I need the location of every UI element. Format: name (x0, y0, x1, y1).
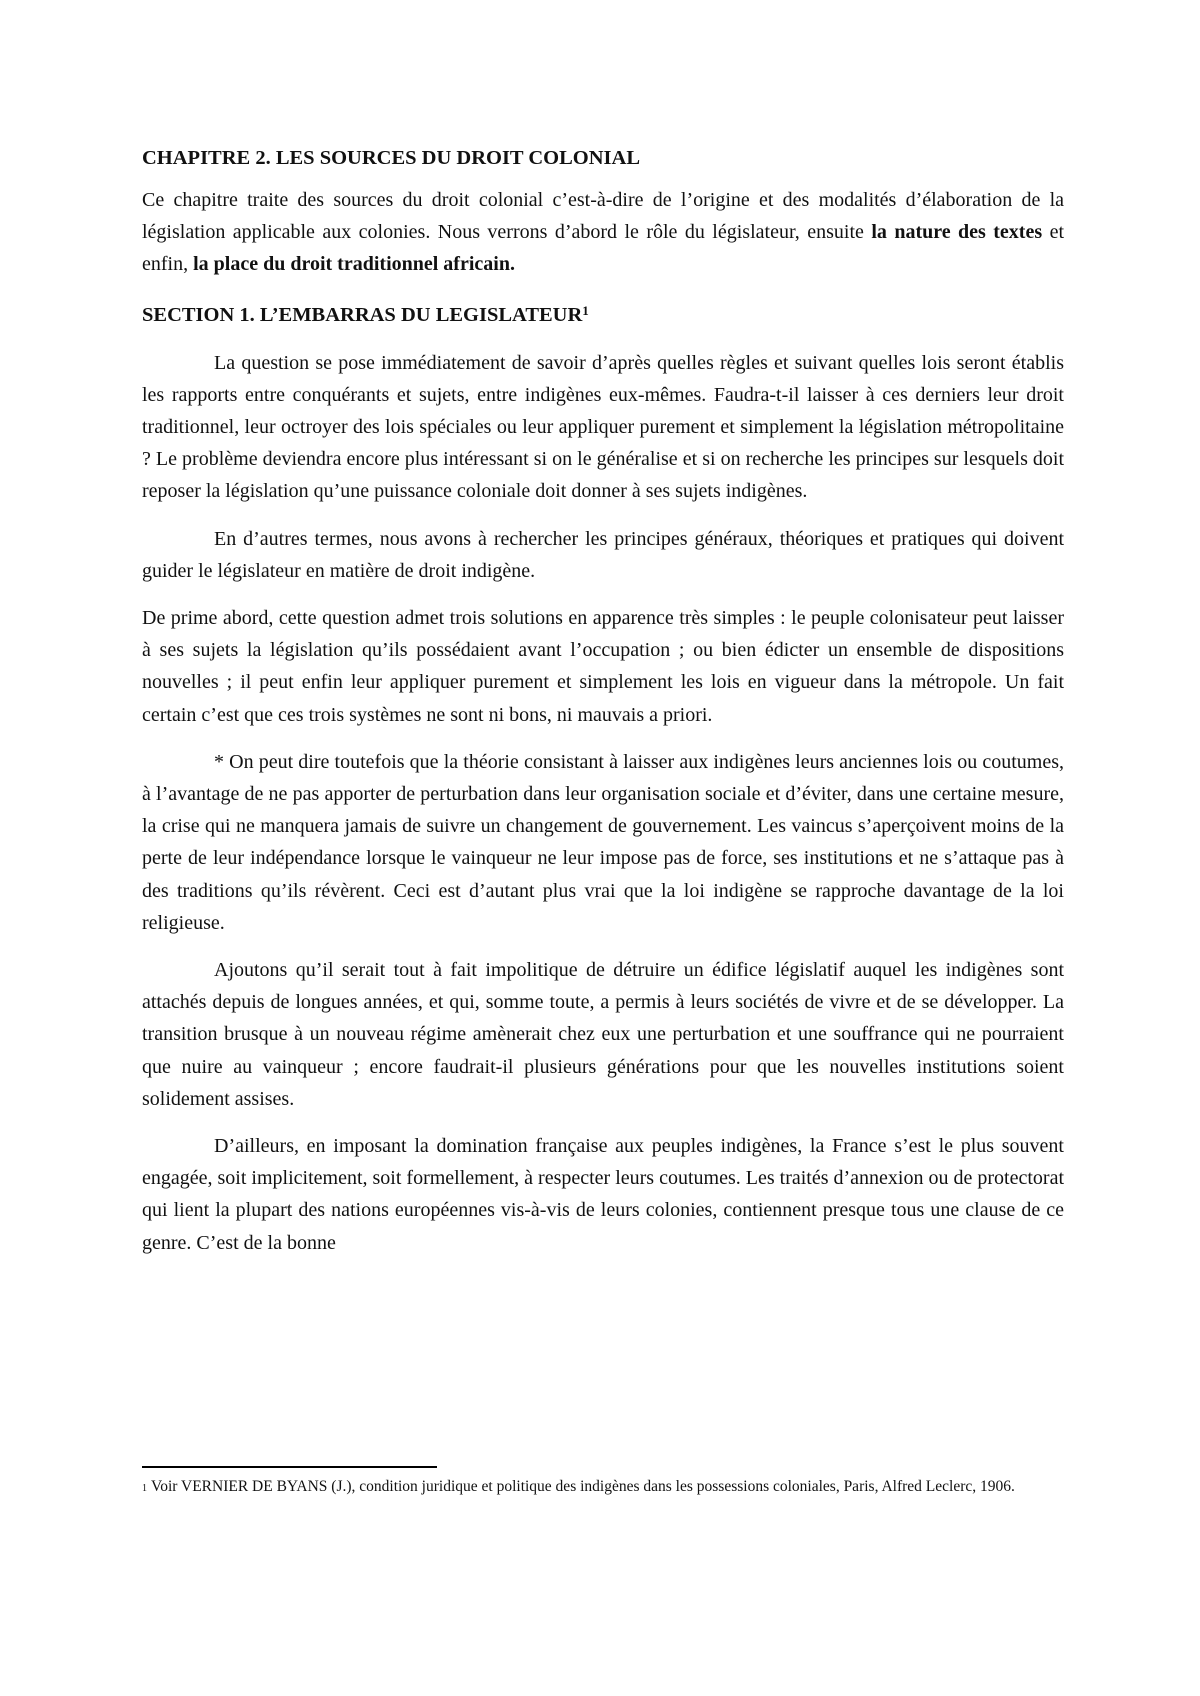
paragraph-4: * On peut dire toutefois que la théorie consistant à laisser aux indigènes leurs anciennes lois ou coutumes, à l’avantage de ne pas apporter de perturbation dans leur organisation sociale et d’éviter, dans une certaine mesure, la crise qui ne manquera jamais de suivre un changement de gouvernement. Les vaincus s’aperçoivent moins de la perte de leur indépendance lorsque le vainqueur ne leur impose pas de force, ses institutions et ne s’attaque pas à des traditions qu’ils révèrent. Ceci est d’autant plus vrai que la loi indigène se rapproche davantage de la loi religieuse. (142, 750, 1064, 934)
paragraph-5: Ajoutons qu’il serait tout à fait impolitique de détruire un édifice législatif auquel les indigènes sont attachés depuis de longues années, et qui, somme toute, a permis à leurs sociétés de vivre et de se développer. La transition brusque à un nouveau régime amènerait chez eux une perturbation et une souffrance qui ne pourraient que nuire au vainqueur ; encore faudrait-il plusieurs générations pour que les nouvelles institutions soient solidement assises. (142, 959, 1064, 1110)
paragraph-1: La question se pose immédiatement de savoir d’après quelles règles et suivant quelles lois seront établis les rapports entre conquérants et sujets, entre indigènes eux-mêmes. Faudra-t-il laisser à ces derniers leur droit traditionnel, leur octroyer des lois spéciales ou leur appliquer purement et simplement la législation métropolitaine ? Le problème deviendra encore plus intéressant si on le généralise et si on recherche les principes sur lesquels doit reposer la législation qu’une puissance coloniale doit donner à ses sujets indigènes. (142, 351, 1064, 503)
intro-paragraph (142, 184, 1064, 281)
paragraph-6: D’ailleurs, en imposant la domination française aux peuples indigènes, la France s’est le plus souvent engagée, soit implicitement, soit formellement, à respecter leurs coutumes. Les traités d’annexion ou de protectorat qui lient la plupart des nations européennes vis-à-vis de leurs colonies, contiennent presque tous une clause de ce genre. C’est de la bonne (142, 1135, 1064, 1254)
footnote-divider (142, 1466, 437, 1468)
section-title (142, 299, 1064, 331)
footnote-reference: 1 (582, 302, 589, 318)
intro-text-1: Ce chapitre traite des sources du droit colonial c’est-à-dire de l’origine et des modalités d’élaboration de la législation applicable aux colonies. Nous verrons d’abord le rôle du législateur, ensuite (142, 189, 1064, 244)
section-title-text: SECTION 1. L’EMBARRAS DU LEGISLATEUR (142, 303, 583, 326)
intro-bold-2: la place du droit traditionnel africain. (193, 253, 515, 276)
chapter-title: CHAPITRE 2. LES SOURCES DU DROIT COLONIAL (142, 147, 640, 169)
footnote-number: 1 (142, 1483, 147, 1494)
intro-text-2: et enfin, (142, 221, 1065, 276)
footnote (142, 1474, 1064, 1500)
paragraph-2: En d’autres termes, nous avons à rechercher les principes généraux, théoriques et pratiques qui doivent guider le législateur en matière de droit indigène. (142, 527, 1064, 582)
document-page (142, 142, 1064, 1259)
footnote-text: Voir VERNIER DE BYANS (J.), condition juridique et politique des indigènes dans les possessions coloniales, Paris, Alfred Leclerc, 1906. (151, 1478, 1015, 1495)
intro-bold-1: la nature des textes (871, 221, 1043, 244)
paragraph-3: De prime abord, cette question admet trois solutions en apparence très simples : le peuple colonisateur peut laisser à ses sujets la législation qu’ils possédaient avant l’occupation ; ou bien édicter un ensemble de dispositions nouvelles ; il peut enfin leur appliquer purement et simplement les lois en vigueur dans la métropole. Un fait certain c’est que ces trois systèmes ne sont ni bons, ni mauvais a priori. (142, 607, 1064, 726)
